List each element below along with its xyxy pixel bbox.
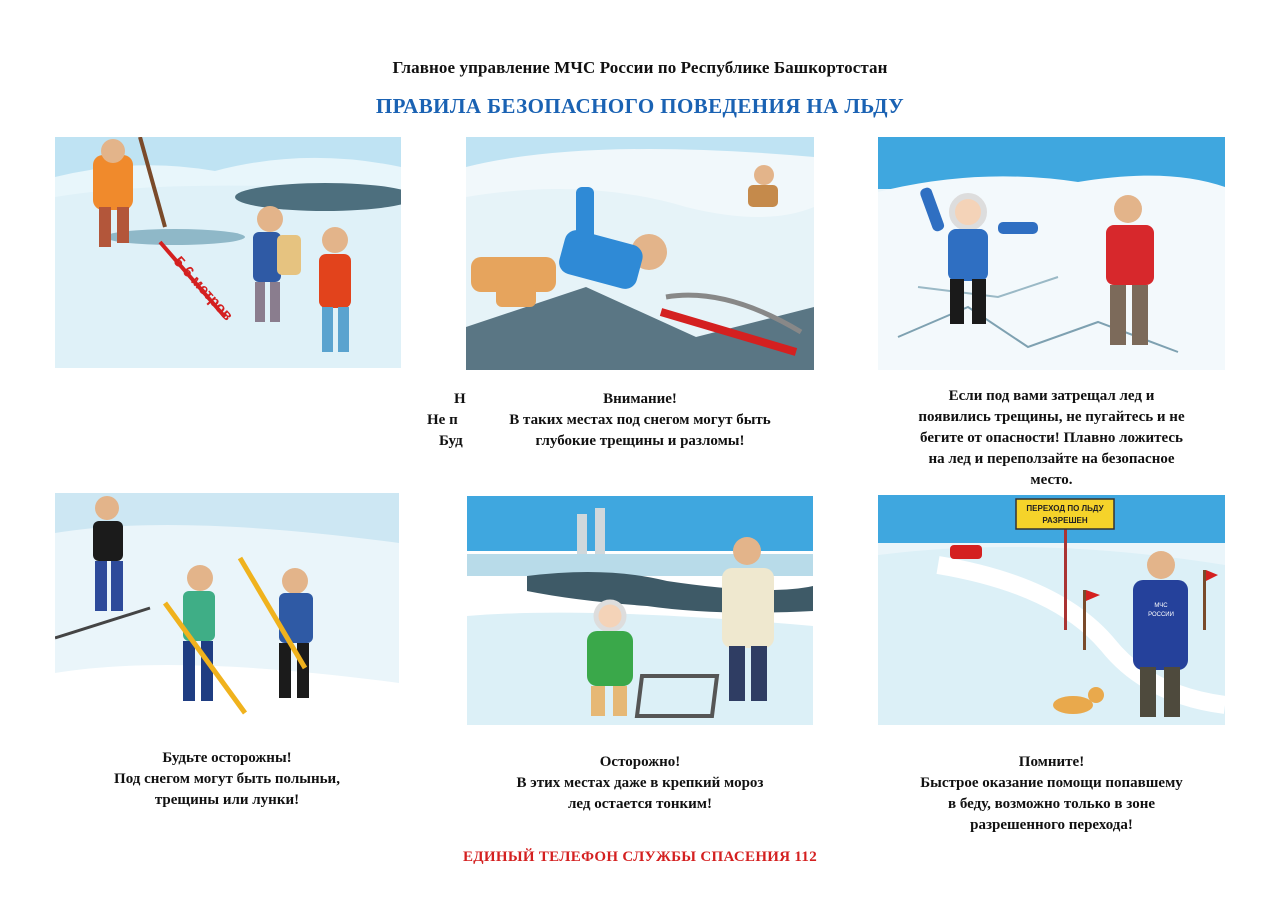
caption-panel-4 <box>55 748 399 811</box>
illustration-scene-cracks <box>878 137 1225 370</box>
distance-label: 5-6 метров <box>170 253 237 325</box>
caption-line: Н <box>454 391 466 407</box>
caption-line: Если под вами затрещал лед и <box>948 388 1155 404</box>
caption-panel-5 <box>467 752 813 815</box>
illustration-panel-2 <box>466 137 814 370</box>
caption-line: Быстрое оказание помощи попавшему <box>920 775 1183 791</box>
crossing-sign-line-2: РАЗРЕШЕН <box>1042 516 1088 525</box>
caption-line: Внимание! <box>603 391 677 407</box>
caption-panel-6 <box>878 752 1225 836</box>
header-organization: Главное управление МЧС России по Республике Башкортостан <box>392 58 888 77</box>
caption-line: разрешенного перехода! <box>970 817 1133 833</box>
caption-line: бегите от опасности! Плавно ложитесь <box>920 430 1183 446</box>
caption-line: появились трещины, не пугайтесь и не <box>918 409 1185 425</box>
caption-line: Под снегом могут быть полыньи, <box>114 771 340 787</box>
illustration-scene-thin-ice <box>467 496 813 725</box>
caption-line: В этих местах даже в крепкий мороз <box>516 775 764 791</box>
caption-line: Помните! <box>1018 754 1085 770</box>
illustration-panel-3 <box>878 137 1225 370</box>
caption-line: лед остается тонким! <box>568 796 712 812</box>
rescuer-jacket-line-1: МЧС <box>1154 603 1168 609</box>
illustration-panel-5 <box>467 496 813 725</box>
caption-line: в беду, возможно только в зоне <box>947 796 1156 812</box>
caption-panel-1 <box>425 389 467 455</box>
crossing-sign-line-1: ПЕРЕХОД ПО ЛЬДУ <box>1026 504 1104 513</box>
illustration-scene-crossing <box>878 495 1225 725</box>
caption-line: Осторожно! <box>599 754 681 770</box>
caption-line: на лед и переползайте на безопасное <box>928 451 1175 467</box>
rescue-hotline: ЕДИНЫЙ ТЕЛЕФОН СЛУЖБЫ СПАСЕНИЯ 112 <box>462 849 818 865</box>
illustration-panel-1 <box>55 137 401 368</box>
page-title: ПРАВИЛА БЕЗОПАСНОГО ПОВЕДЕНИЯ НА ЛЬДУ <box>375 94 905 118</box>
caption-line: В таких местах под снегом могут быть <box>509 412 771 428</box>
caption-panel-2 <box>466 389 814 452</box>
illustration-scene-fall <box>466 137 814 370</box>
caption-line: Не п <box>427 412 458 428</box>
rescuer-jacket-line-2: РОССИИ <box>1148 612 1174 618</box>
caption-line: глубокие трещины и разломы! <box>535 433 745 449</box>
caption-line: место. <box>1030 472 1073 488</box>
illustration-scene-distance <box>55 137 401 368</box>
caption-line: Буд <box>439 433 463 449</box>
caption-panel-3 <box>878 386 1225 491</box>
illustration-panel-4 <box>55 493 399 723</box>
illustration-scene-skiing <box>55 493 399 723</box>
caption-line: Будьте осторожны! <box>162 750 292 766</box>
illustration-panel-6 <box>878 495 1225 725</box>
caption-line: трещины или лунки! <box>154 792 300 808</box>
